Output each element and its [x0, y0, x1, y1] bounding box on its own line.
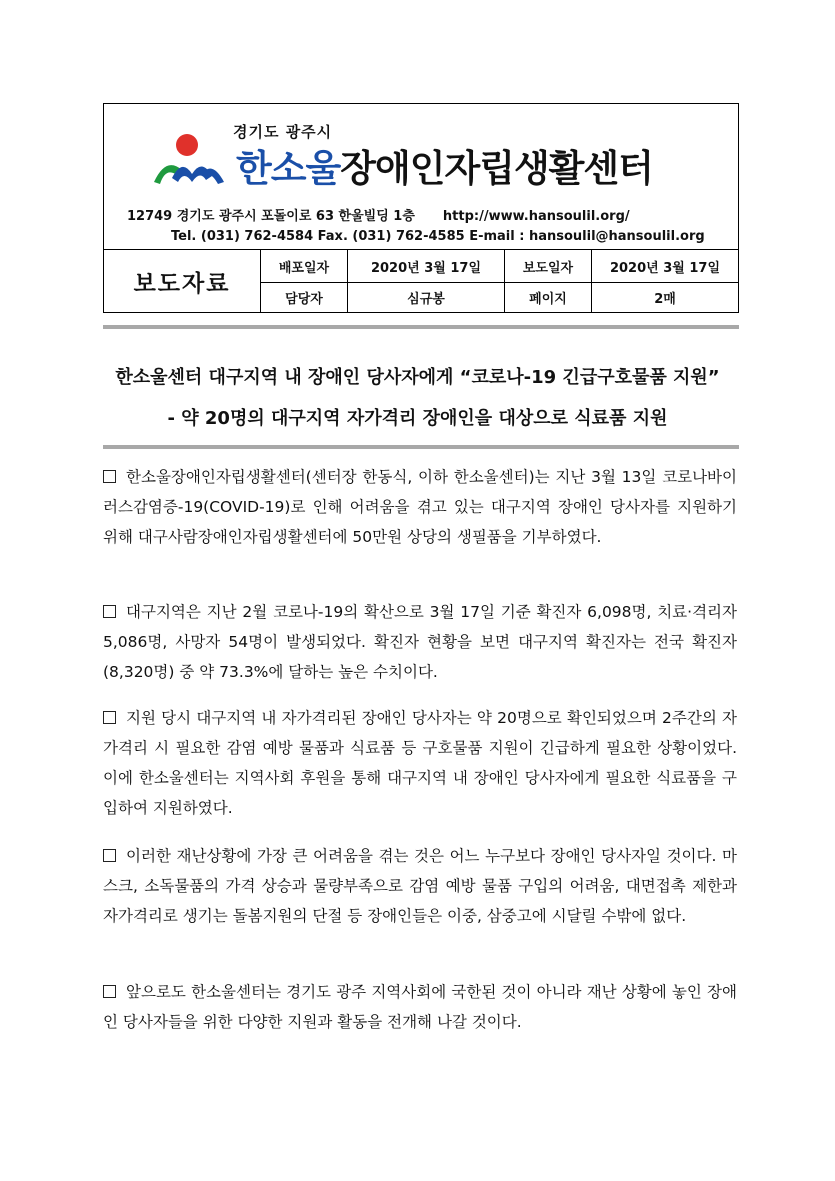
org-address-line	[127, 205, 630, 224]
bottom-separator	[103, 445, 739, 449]
org-name	[236, 138, 653, 192]
press-release-title: 보도자료	[133, 271, 231, 297]
paragraph-4	[103, 841, 737, 931]
report-date-value: 2020년 3월 17일	[591, 250, 738, 282]
paragraph-text: 대구지역은 지난 2월 코로나-19의 확산으로 3월 17일 기준 확진자 6,098명, 치료·격리자 5,086명, 사망자 54명이 발생되었다. 확진자 현황을 보면 대구지역 확진자는 전국 확진자(8,320명) 중 약 73.3%에 달하는 높은 수치이다.	[103, 603, 737, 681]
report-date-label: 보도일자	[504, 250, 591, 282]
paragraph-2	[103, 597, 737, 687]
dist-date-value: 2020년 3월 17일	[347, 250, 504, 282]
paragraph-5	[103, 977, 737, 1037]
paragraph-3	[103, 703, 737, 823]
checkbox-bullet-icon	[103, 470, 116, 483]
pages-label: 페이지	[504, 282, 591, 313]
dist-date-label: 배포일자	[260, 250, 347, 282]
org-address: 12749 경기도 광주시 포돌이로 63 한울빌딩 1층	[127, 209, 415, 224]
org-name-part2: 장애인자립생활센터	[340, 147, 653, 190]
checkbox-bullet-icon	[103, 711, 116, 724]
manager-label: 담당자	[260, 282, 347, 313]
paragraph-text: 앞으로도 한소울센터는 경기도 광주 지역사회에 국한된 것이 아니라 재난 상황에 놓인 장애인 당사자들을 위한 다양한 지원과 활동을 전개해 나갈 것이다.	[103, 983, 737, 1031]
headline-subtitle: - 약 20명의 대구지역 자가격리 장애인을 대상으로 식료품 지원	[167, 408, 668, 429]
org-name-part1: 한소울	[236, 147, 341, 190]
checkbox-bullet-icon	[103, 849, 116, 862]
org-logo-icon	[152, 130, 226, 186]
press-info-table	[104, 249, 738, 312]
headline-title: 한소울센터 대구지역 내 장애인 당사자에게 “코로나-19 긴급구호물품 지원”	[115, 367, 720, 388]
letterhead	[103, 103, 739, 313]
org-url[interactable]: http://www.hansoulil.org/	[442, 209, 630, 224]
pages-value: 2매	[591, 282, 738, 313]
checkbox-bullet-icon	[103, 985, 116, 998]
checkbox-bullet-icon	[103, 605, 116, 618]
top-separator	[103, 325, 739, 329]
paragraph-text: 지원 당시 대구지역 내 자가격리된 장애인 당사자는 약 20명으로 확인되었으며 2주간의 자가격리 시 필요한 감염 예방 물품과 식료품 등 구호물품 지원이 긴급하게 필요한 상황이었다. 이에 한소울센터는 지역사회 후원을 통해 대구지역 내 장애인 당사자에게 필요한 식료품을 구입하여 지원하였다.	[103, 709, 737, 817]
paragraph-text: 이러한 재난상황에 가장 큰 어려움을 겪는 것은 어느 누구보다 장애인 당사자일 것이다. 마스크, 소독물품의 가격 상승과 물량부족으로 감염 예방 물품 구입의 어려움, 대면접촉 제한과 자가격리로 생기는 돌봄지원의 단절 등 장애인들은 이중, 삼중고에 시달릴 수밖에 없다.	[103, 847, 737, 925]
paragraph-1	[103, 462, 737, 552]
org-contact: Tel. (031) 762-4584 Fax. (031) 762-4585 E-mail : hansoulil@hansoulil.org	[171, 229, 705, 244]
org-subtitle: 경기도 광주시	[233, 123, 333, 141]
paragraph-text: 한소울장애인자립생활센터(센터장 한동식, 이하 한소울센터)는 지난 3월 13일 코로나바이러스감염증-19(COVID-19)로 인해 어려움을 겪고 있는 대구지역 장애인 당사자를 지원하기 위해 대구사람장애인자립생활센터에 50만원 상당의 생필품을 기부하였다.	[103, 468, 737, 546]
manager-value: 심규봉	[347, 282, 504, 313]
